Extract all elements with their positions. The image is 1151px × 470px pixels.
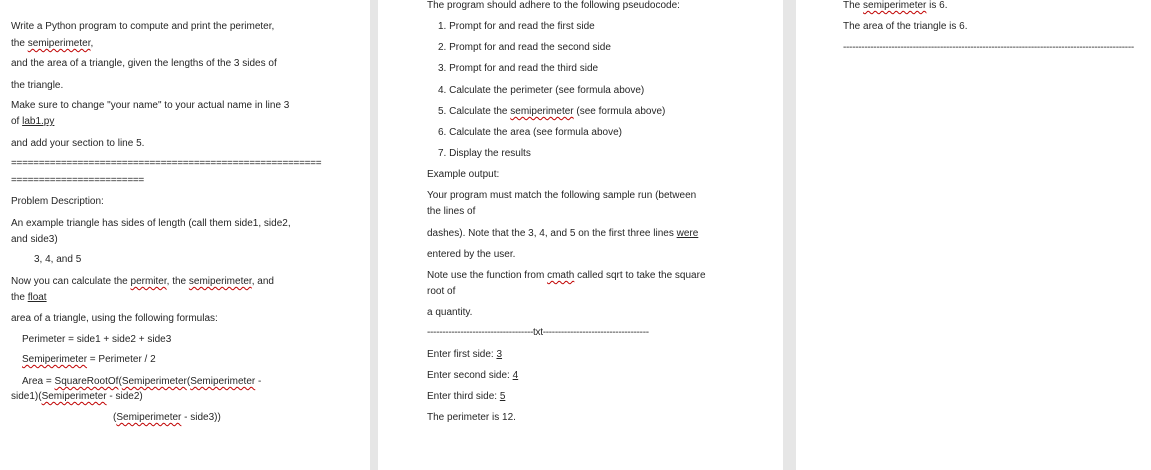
separator-line: ------------------------------------------------------------------------------------------------ (843, 42, 1134, 53)
text-line: root of (427, 286, 456, 297)
output-line: The semiperimeter is 6. (843, 0, 948, 11)
pseudocode-step: 7. Display the results (438, 148, 531, 159)
pseudocode-step: 6. Calculate the area (see formula above) (438, 127, 622, 138)
text-line: The program should adhere to the following pseudocode: (427, 0, 680, 11)
pseudocode-step: 3. Prompt for and read the third side (438, 63, 599, 74)
section-heading: Problem Description: (11, 196, 104, 207)
output-line: The perimeter is 12. (427, 412, 516, 423)
text-line: the float (11, 292, 47, 303)
text-line: Make sure to change "your name" to your actual name in line 3 (11, 100, 290, 111)
separator-line: ======================================================== (11, 158, 322, 169)
text-line: and add your section to line 5. (11, 138, 145, 149)
output-line: Enter second side: 4 (427, 370, 519, 381)
document-page-2 (378, 0, 783, 470)
document-page-1 (0, 0, 370, 470)
pseudocode-step: 1. Prompt for and read the first side (438, 21, 595, 32)
pseudocode-step: 4. Calculate the perimeter (see formula above) (438, 85, 645, 96)
formula-area-cont: side1)(Semiperimeter - side2) (11, 391, 143, 402)
pseudocode-step: 5. Calculate the semiperimeter (see formula above) (438, 106, 666, 117)
text-line: An example triangle has sides of length (call them side1, side2, (11, 218, 291, 229)
text-line: Note use the function from cmath called sqrt to take the square (427, 270, 706, 281)
document-page-3 (796, 0, 1151, 470)
text-line: a quantity. (427, 307, 473, 318)
formula-area-cont: (Semiperimeter - side3)) (113, 412, 221, 423)
formula-area: Area = SquareRootOf(Semiperimeter(Semiperimeter - (22, 376, 262, 387)
text-line: Now you can calculate the permiter, the semiperimeter, and (11, 276, 274, 287)
output-line: The area of the triangle is 6. (843, 21, 968, 32)
text-line: area of a triangle, using the following formulas: (11, 313, 218, 324)
text-line: dashes). Note that the 3, 4, and 5 on the first three lines were (427, 228, 699, 239)
text-line: and the area of a triangle, given the lengths of the 3 sides of (11, 58, 277, 69)
separator-line: -----------------------------------txt----------------------------------- (427, 327, 649, 338)
text-line: 3, 4, and 5 (34, 254, 82, 265)
formula-perimeter: Perimeter = side1 + side2 + side3 (22, 334, 172, 345)
text-line: entered by the user. (427, 249, 516, 260)
separator-line: ======================== (11, 175, 144, 186)
text-line: the triangle. (11, 80, 64, 91)
text-line: and side3) (11, 234, 58, 245)
output-line: Enter third side: 5 (427, 391, 506, 402)
output-line: Enter first side: 3 (427, 349, 503, 360)
pseudocode-step: 2. Prompt for and read the second side (438, 42, 611, 53)
text-line: of lab1.py (11, 116, 55, 127)
text-line: the semiperimeter, (11, 38, 94, 49)
text-line: Example output: (427, 169, 500, 180)
text-line: Your program must match the following sample run (between (427, 190, 697, 201)
formula-semiperimeter: Semiperimeter = Perimeter / 2 (22, 354, 156, 365)
text-line: Write a Python program to compute and print the perimeter, (11, 21, 275, 32)
text-line: the lines of (427, 206, 476, 217)
